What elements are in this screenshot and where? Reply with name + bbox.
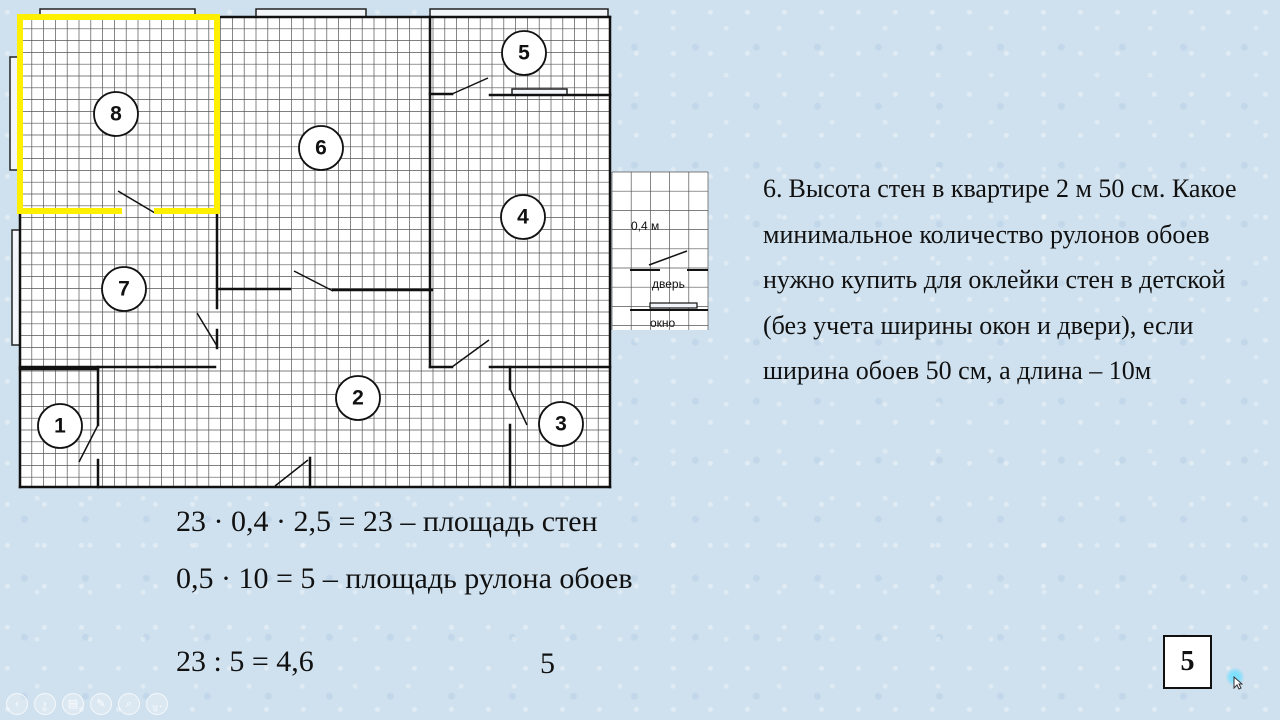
- scale-label: 0,4 м: [631, 219, 660, 233]
- plan-grid: [20, 17, 610, 487]
- room-number: 2: [352, 386, 364, 410]
- room-marker-3: [539, 402, 583, 446]
- solution-rounded-result: 5: [540, 647, 555, 680]
- mouse-cursor-icon: [1233, 676, 1243, 690]
- room-marker-2: [336, 376, 380, 420]
- next-icon[interactable]: ›: [34, 693, 56, 715]
- answer-box: 5: [1163, 635, 1212, 689]
- zoom-icon[interactable]: ⌕: [118, 693, 140, 715]
- room-marker-7: [102, 267, 146, 311]
- room-marker-8: [94, 92, 138, 136]
- prev-icon[interactable]: ‹: [6, 693, 28, 715]
- room-number: 6: [315, 136, 327, 160]
- problem-statement: [763, 166, 1268, 394]
- door-label: дверь: [652, 277, 685, 291]
- more-icon[interactable]: …: [146, 693, 168, 715]
- room-number: 8: [110, 102, 122, 126]
- apartment-floor-plan: [0, 0, 720, 500]
- room-marker-5: [502, 31, 546, 75]
- room-marker-4: [501, 195, 545, 239]
- room-number: 1: [54, 414, 66, 438]
- room-number: 4: [517, 205, 529, 229]
- plan-legend: [612, 172, 708, 330]
- room-marker-1: [38, 404, 82, 448]
- room-number: 7: [118, 277, 130, 301]
- slide-menu-icon[interactable]: ▤: [62, 693, 84, 715]
- problem-number: 6.: [763, 174, 783, 203]
- room-number: 3: [555, 412, 567, 436]
- pen-icon[interactable]: ✎: [90, 693, 112, 715]
- solution-line-walls-area: 23 · 0,4 · 2,5 = 23 – площадь стен: [176, 505, 598, 538]
- room-marker-6: [299, 126, 343, 170]
- solution-line-roll-area: 0,5 · 10 = 5 – площадь рулона обоев: [176, 562, 633, 595]
- room-number: 5: [518, 41, 530, 65]
- slideshow-controls: [6, 693, 168, 715]
- solution-line-division: 23 : 5 = 4,6: [176, 645, 314, 678]
- problem-text: Высота стен в квартире 2 м 50 см. Какое минимальное количество рулонов обоев нужно купить для оклейки стен в детской (без учета ширины окон и двери), если ширина обоев 50 см, а длина – 10м: [763, 174, 1237, 385]
- window-label: окно: [650, 316, 676, 330]
